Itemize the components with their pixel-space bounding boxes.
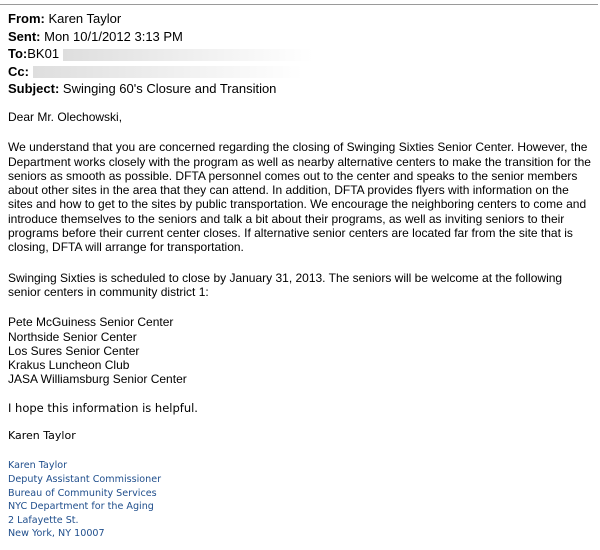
to-value: BK01 (27, 46, 60, 61)
to-row (8, 45, 313, 63)
email-header (8, 10, 313, 98)
paragraph-transition: We understand that you are concerned regarding the closing of Swinging Sixties Senior Center. However, the Department works closely with the program as well as nearby alternative centers to make the transition for the seniors as smooth as possible. DFTA personnel comes out to the center and speaks to the senior members about other sites in the area that they can attend. In addition, DFTA provides flyers with information on the sites and how to get to the sites by public transportation. We encourage the neighboring centers to come and introduce themselves to the seniors and talk a bit about their programs, as well as inviting seniors to their programs before their current center closes. If alternative senior centers are located far from the site that is closing, DFTA will arrange for transportation. (8, 140, 591, 255)
list-item: Pete McGuiness Senior Center (8, 315, 174, 330)
subject-value: Swinging 60's Closure and Transition (62, 81, 277, 96)
from-value: Karen Taylor (48, 11, 122, 26)
cc-label: Cc: (8, 63, 29, 79)
cc-row (8, 63, 313, 81)
signature-line: New York, NY 10007 (8, 528, 105, 540)
signature-line: 2 Lafayette St. (8, 514, 79, 526)
to-redaction (63, 49, 313, 61)
list-item: Los Sures Senior Center (8, 343, 140, 358)
list-item: Krakus Luncheon Club (8, 358, 130, 373)
greeting: Dear Mr. Olechowski, (8, 110, 123, 124)
signature-line: Deputy Assistant Commissioner (8, 473, 162, 485)
signoff-name: Karen Taylor (8, 429, 76, 443)
paragraph-closure-date: Swinging Sixties is scheduled to close by January 31, 2013. The seniors will be welcome at the following senior centers in community district 1: (8, 270, 563, 299)
list-item: Northside Senior Center (8, 329, 137, 344)
cc-redaction (33, 66, 303, 78)
list-item: JASA Williamsburg Senior Center (8, 372, 187, 387)
sent-label: Sent: (8, 28, 41, 44)
subject-label: Subject: (8, 81, 60, 96)
sent-row (8, 28, 313, 46)
sent-value: Mon 10/1/2012 3:13 PM (44, 28, 183, 44)
email-body (8, 110, 596, 541)
from-row (8, 10, 313, 28)
email-signature (8, 459, 596, 541)
subject-row (8, 80, 313, 98)
signature-line: NYC Department for the Aging (8, 501, 154, 513)
closing-line: I hope this information is helpful. (8, 400, 198, 415)
to-label: To: (8, 46, 28, 61)
senior-center-list (8, 315, 596, 386)
signature-line: Karen Taylor (8, 460, 68, 472)
top-divider (0, 4, 598, 5)
signature-line: Bureau of Community Services (8, 487, 157, 499)
from-label: From: (8, 11, 45, 26)
